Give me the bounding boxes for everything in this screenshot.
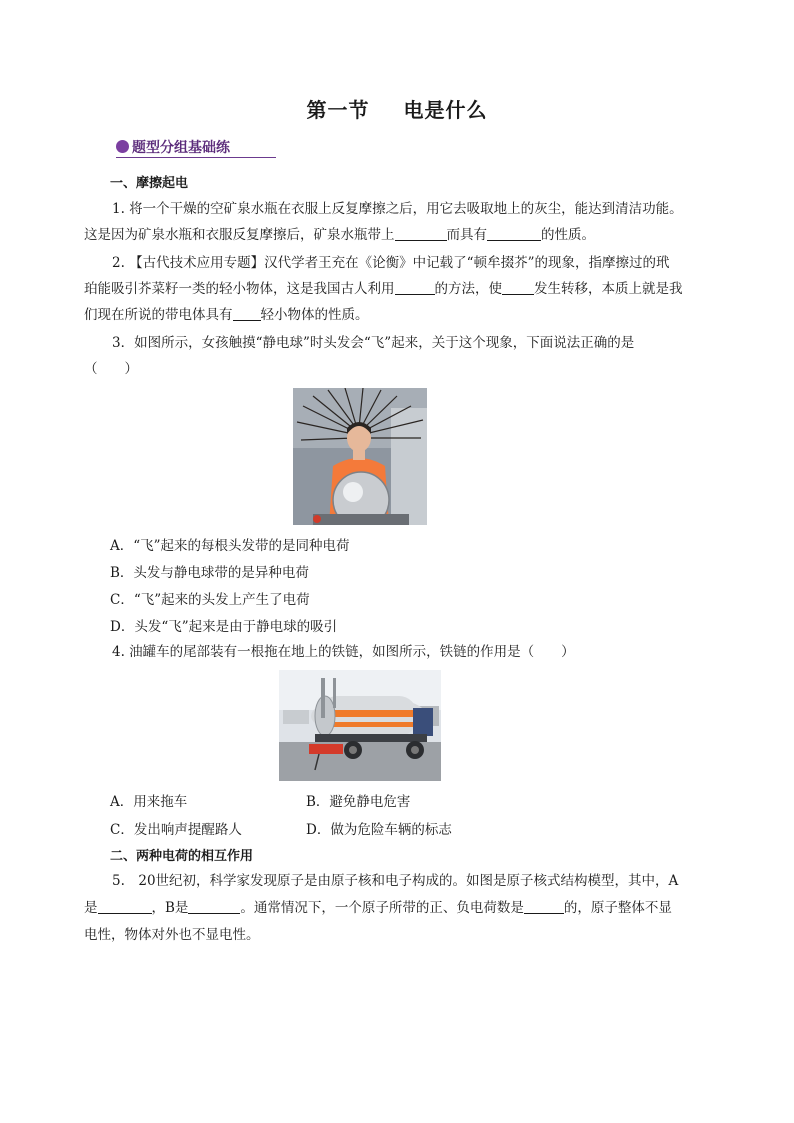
q2-blank-2[interactable]: [502, 280, 534, 295]
q2-line1: 2. 【古代技术应用专题】汉代学者王充在《论衡》中记载了“顿牟掇芥”的现象，指摩擦过的玳: [112, 255, 670, 271]
practice-tag: [116, 137, 276, 158]
q4-line1: 4. 油罐车的尾部装有一根拖在地上的铁链，如图所示，铁链的作用是（ ）: [112, 644, 575, 660]
q1-blank-1[interactable]: [395, 226, 447, 241]
q3-option-a[interactable]: A．“飞”起来的每根头发带的是同种电荷: [110, 538, 350, 554]
q3-option-d[interactable]: D．头发“飞”起来是由于静电球的吸引: [110, 619, 338, 635]
q5-blank-a[interactable]: [98, 899, 152, 914]
oil-tanker-truck-photo: [279, 670, 441, 781]
q2-blank-3[interactable]: [233, 306, 261, 321]
bullet-dot-icon: [116, 140, 129, 153]
static-ball-girl-illustration: [293, 388, 427, 525]
q3-option-b[interactable]: B．头发与静电球带的是异种电荷: [110, 565, 309, 581]
section-heading-two-charges: 二、两种电荷的相互作用: [110, 849, 254, 864]
q3-answer-bracket: （ ）: [84, 361, 138, 377]
q3-line1: 3．如图所示，女孩触摸“静电球”时头发会“飞”起来，关于这个现象，下面说法正确的是: [112, 335, 635, 351]
q5-line2: 是 ，B是 。通常情况下，一个原子所带的正、负电荷数是 的，原子整体不显: [84, 900, 672, 916]
q2-blank-1[interactable]: [395, 280, 435, 295]
q4-option-a[interactable]: A．用来拖车: [110, 794, 188, 810]
section-heading-friction: 一、摩擦起电: [110, 176, 189, 191]
q4-option-c[interactable]: C．发出响声提醒路人: [110, 822, 242, 838]
q5-blank-b[interactable]: [188, 899, 240, 914]
title-section-number: 第一节: [306, 98, 370, 122]
q5-blank-c[interactable]: [524, 899, 564, 914]
q1-blank-2[interactable]: [487, 226, 541, 241]
q4-option-b[interactable]: B．避免静电危害: [306, 794, 411, 810]
q4-option-d[interactable]: D．做为危险车辆的标志: [306, 822, 452, 838]
static-ball-girl-photo: [293, 388, 427, 525]
q2-line3: 们现在所说的带电体具有 轻小物体的性质。: [84, 307, 369, 323]
q1-line1: 1. 将一个干燥的空矿泉水瓶在衣服上反复摩擦之后，用它去吸取地上的灰尘，能达到清洁功能。: [112, 201, 683, 217]
title-topic: 电是什么: [403, 98, 488, 122]
page-title: [0, 94, 794, 123]
q1-line2: 这是因为矿泉水瓶和衣服反复摩擦后，矿泉水瓶带上 而具有 的性质。: [84, 227, 595, 243]
q2-line2: 珀能吸引芥菜籽一类的轻小物体，这是我国古人利用 的方法，使 发生转移，本质上就是我: [84, 281, 683, 297]
oil-tanker-illustration: [279, 670, 441, 781]
practice-tag-label: 题型分组基础练: [132, 140, 230, 156]
q5-line1: 5. 20世纪初，科学家发现原子是由原子核和电子构成的。如图是原子核式结构模型，其中，A: [112, 873, 679, 889]
q3-option-c[interactable]: C．“飞”起来的头发上产生了电荷: [110, 592, 310, 608]
q5-line3: 电性，物体对外也不显电性。: [84, 927, 260, 943]
